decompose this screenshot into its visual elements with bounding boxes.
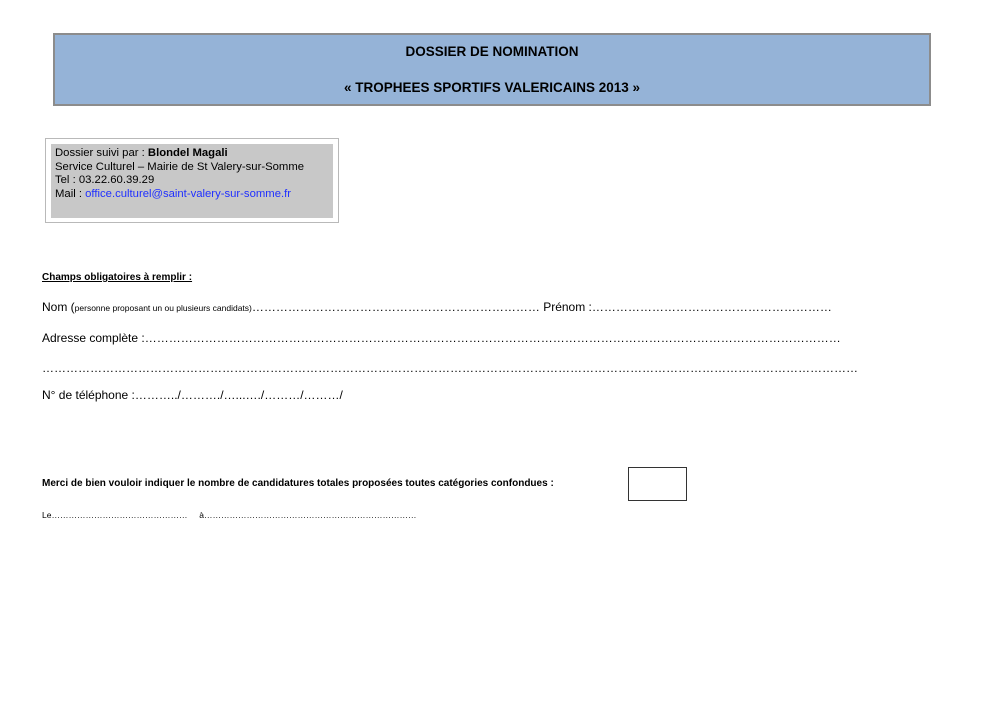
adresse-field[interactable] — [42, 331, 841, 345]
contact-mail-link[interactable]: office.culturel@saint-valery-sur-somme.fr — [85, 187, 292, 200]
contact-mail-label: Mail : — [55, 187, 86, 200]
document-subtitle: « TROPHEES SPORTIFS VALERICAINS 2013 » — [343, 80, 641, 95]
contact-followed-label: Dossier suivi par : — [55, 147, 148, 159]
section-title: Champs obligatoires à remplir : — [42, 272, 193, 283]
document-header — [53, 33, 931, 106]
prenom-label: Prénom : — [539, 300, 592, 314]
contact-followed-line — [55, 147, 333, 161]
nom-dots: ……………………………………………………………… — [251, 300, 540, 314]
contact-service: Service Culturel – Mairie de St Valery-sur-Somme — [55, 160, 305, 173]
adresse-dots: ………………………………………………………………………………………………………………………………………………………… — [144, 331, 841, 345]
contact-mail-line — [55, 188, 333, 202]
contact-followed-name: Blondel Magali — [147, 147, 228, 159]
prenom-dots: …………………………………………………… — [591, 300, 832, 314]
signature-line[interactable] — [42, 510, 417, 520]
nom-label: Nom ( — [42, 300, 75, 314]
candidatures-count-box[interactable] — [628, 467, 687, 501]
contact-info — [51, 144, 333, 218]
signature-le: Le………………………………………… — [42, 510, 188, 520]
nom-field[interactable] — [42, 300, 832, 314]
candidatures-question: Merci de bien vouloir indiquer le nombre de candidatures totales proposées toutes catégories confondues : — [42, 478, 554, 489]
nom-hint: personne proposant un ou plusieurs candidats) — [74, 303, 252, 313]
telephone-field[interactable]: N° de téléphone :………../………./…...…./………/………/ — [42, 388, 343, 402]
adresse-line-2[interactable]: …………………………………………………………………………………………………………………………………………………………………………………… — [42, 361, 858, 375]
signature-a: à………………………………………………………………… — [199, 510, 417, 520]
document-title: DOSSIER DE NOMINATION — [405, 44, 579, 59]
adresse-label: Adresse complète : — [42, 331, 145, 345]
contact-tel: Tel : 03.22.60.39.29 — [55, 174, 155, 186]
contact-box — [45, 138, 339, 223]
